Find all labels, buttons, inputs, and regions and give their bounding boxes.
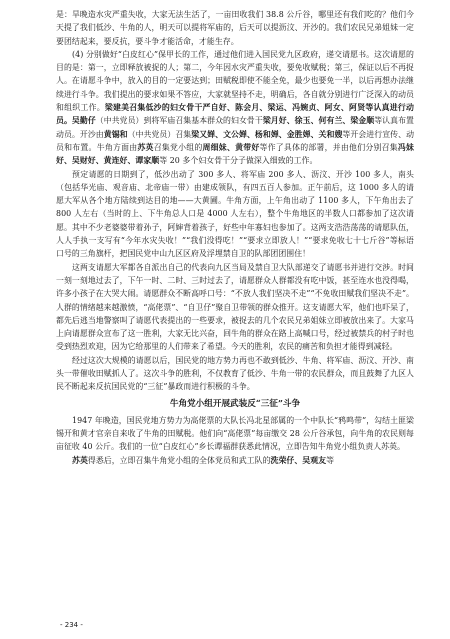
paragraph — [56, 414, 414, 454]
paragraph-text: 等作了具体的部署，并由他们分别召集 — [259, 142, 398, 152]
bold-name-text: 苏英 — [72, 455, 88, 465]
paragraph — [56, 261, 414, 354]
bold-name-text: 梁建美召集低沙的妇女骨干严自好、陈会月、梁运、冯婉贞、阿女、阿贤等认真进行动员。吴勤仔 — [56, 103, 414, 126]
paragraph-text: 等 — [326, 455, 335, 465]
paragraph-text: 经过这次大规模的请愿以后，国民党的地方势力再也不敢到低沙、牛角、将军庙、沥汶、开沙、南头一带催收田赋抓人了。这次斗争的胜利，不仅教育了低沙、牛角一带的农民群众，而且鼓舞了九区人民不断起来反抗国民党的“三征”暴政而进行积极的斗争。 — [56, 355, 414, 392]
bold-name-text: 苏英 — [137, 142, 154, 152]
body-text — [56, 8, 414, 394]
paragraph-text: 这两支请愿大军都各自派出自己的代表向九区当局及禁自卫大队部递交了请愿书并进行交涉。时间一刻一刻地过去了，下午一时、二时、三时过去了，请愿群众人群都没有吃中饭，甚至连水也没得喝，许多小孩子在大哭大闹。请愿群众不断高呼口号：“不放人我们坚决不走”“不免收田赋我们坚决不走”。人群的情绪越来越激愤，“高佬票”、“自卫仔”聚自卫带领的群众推开。这支请愿大军，他们也吓呆了，都先后逃当地警察叫了请愿代表提出的一些要求，被捉去的几个农民兄弟姐妹立即被放出来了。大家马上向请愿群众宣布了这一胜利，大家无比兴奋，回牛角的群众在路上高喊口号，经过被禁兵的村子时也受到热烈欢迎，因为它给那里的人们带来了希望。今天的胜利，农民的痛苦和负担才能得到减轻。 — [56, 262, 414, 352]
paragraph — [56, 454, 414, 467]
body-text-continued — [56, 414, 414, 467]
paragraph-text: 等 20 多个妇女骨干分子做深入细致的工作。 — [159, 156, 318, 166]
paragraph-text: 召集党小组的 — [153, 142, 203, 152]
paragraph-text: （中共党员）到将军庙召集基本群众的妇女骨干 — [95, 116, 263, 126]
bold-name-text: 洗荣仔、吴观友 — [270, 455, 327, 465]
paragraph-text: 等开会进行宣传、动员和布置。牛角方面由 — [56, 129, 415, 152]
paragraph-text: 得悉后，立即召集牛角党小组的全体党员和武工队的 — [87, 455, 271, 465]
bold-name-text: 周细妹、黄带好 — [202, 142, 260, 152]
paragraph — [56, 168, 414, 261]
paragraph — [56, 354, 414, 394]
bold-name-text: 冯妹好、吴财好、黄连好、谭家顺 — [56, 142, 414, 166]
section-heading: 牛角党小组开展武装反“三征”斗争 — [169, 398, 301, 409]
paragraph-text: 1947 年晚造，国民党地方势力为高佬票的大队长冯北星部属的一个中队长“鸦鸣带”，勾结土匪梁锡开和黄才官亲自来收了牛角的田赋税。他们向“高佬票”每亩缴交 28 公斤谷承包，向牛角的农民则每亩征收 40 公斤。我们的一位“白皮红心”乡长谭福群获悉此情况，立即告知牛角党小组负责人苏英。 — [56, 415, 414, 452]
bold-name-text: 黄锡和 — [103, 129, 128, 139]
bold-name-text: 梁月好、徐玉、何有兰、梁金顺 — [262, 116, 375, 126]
paragraph-text: （中共党员）召集 — [127, 129, 192, 139]
bold-name-text: 梁又婵、文公婵、杨和婵、金胜婵、关和嫂 — [191, 129, 343, 139]
paragraph-text: 预定请愿的日期到了，低沙出动了 300 多人、将军庙 200 多人、沥汶、开沙 100 多人，南头（包括华光庙、观音庙、北帝庙一带）由建成领队，有四五百人参加。正午前后，这 1000 多人的请愿大军从各个地方陆续到达目的地——大黄圃。牛角方面，上午角出动了 1100 多人，下午角出去了 800 人左右（当时的上、下牛角总人口是 4000 人左右），整个牛角地区的半数人口都参加了这次请愿。其中不少老婆婆带着孙子，阿婶背着孩子，好些中年寡妇也参加了。这两支浩浩荡荡的请愿队伍，人人手执一支写有“今年水灾失收！”“我们没得吃！”“要求立即放人！”“要求免收七十七斤谷”等标语口号的三角旗杆，把国民党中山九区区府及浮埋禁自卫的队部团团围住！ — [56, 169, 414, 259]
page-number: - 234 - — [60, 621, 83, 629]
paragraph-text: (4) 分别做好“白皮红心”保甲长的工作，通过他们进入国民党九区政府，递交请愿书。这次请愿的目的是：第一，立即释放被捉的人；第二，今年因水灾严重失收，要免收赋税；第三，保证以后不再捉人。在请愿斗争中，放入的目的一定要达到；田赋税即使不能全免，最少也要免一半，以后再想办法继续进行斗争。我们提出的要求如果不答应，大家就坚持不走，明确后，各自就分别进行广泛深入的动员和组织工作。 — [56, 49, 414, 113]
paragraph-text: 是：旱晚造水灾严重失收，大家无法生活了，一亩田收我们 38.8 公斤谷，哪里还有我们吃的？他们今天提了我们低沙、牛角的人，明天可以提将军庙的，后天可以提沥汶、开沙的。我们农民兄弟姐妹一定要团结起来，要反抗，要斗争才能活命，才能生存。 — [56, 10, 414, 46]
paragraph — [56, 8, 414, 48]
paragraph — [56, 48, 414, 168]
paragraph-text: 等认真布置动员。开沙由 — [56, 116, 414, 139]
